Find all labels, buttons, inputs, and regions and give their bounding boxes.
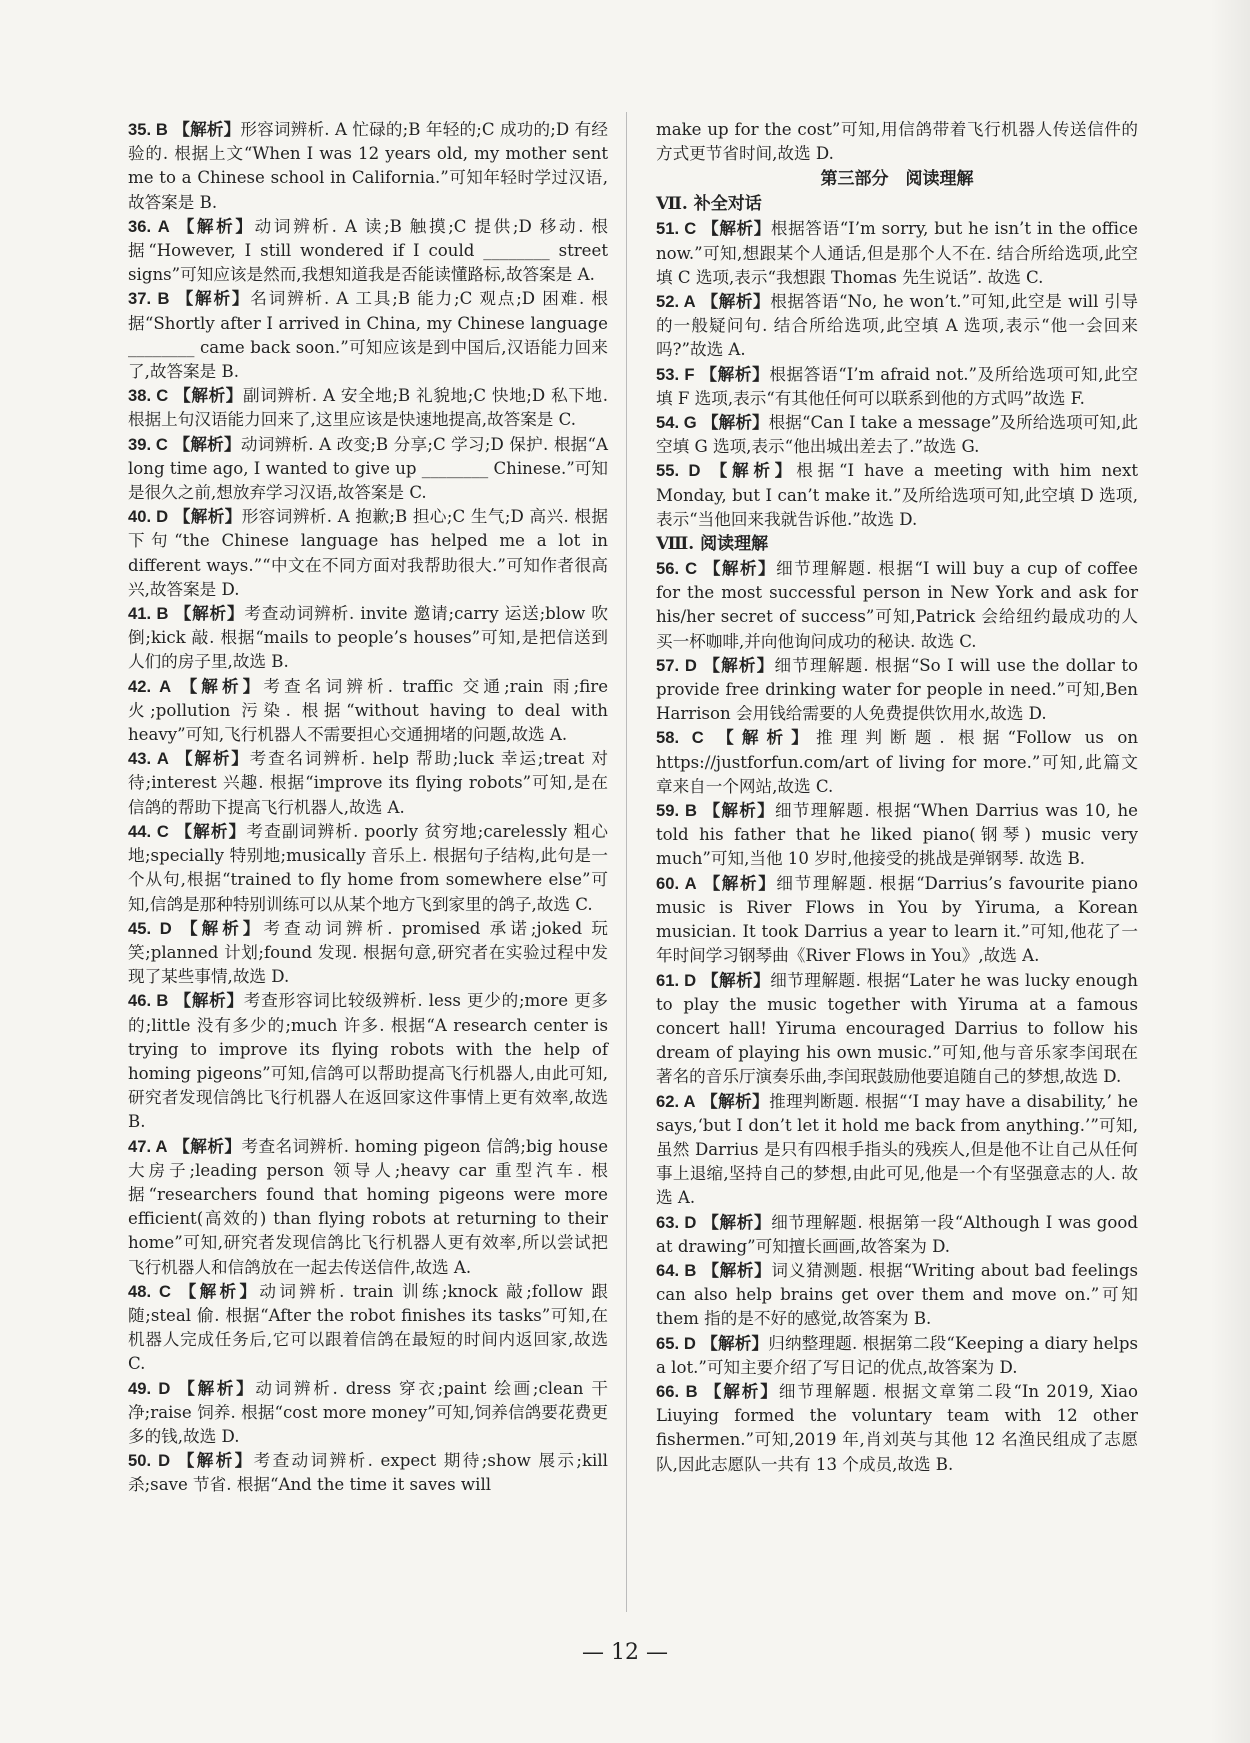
answer-item <box>128 433 608 506</box>
analysis-text: 归纳整理题. 根据第二段“Keeping a diary helps a lot.”可知主要介绍了写日记的优点,故答案为 D. <box>656 1333 1139 1377</box>
answer-number: 36. A <box>128 216 170 236</box>
column-divider <box>626 112 627 1612</box>
answer-item <box>656 557 1138 654</box>
analysis-tag: 【解析】 <box>173 434 241 454</box>
analysis-tag: 【解析】 <box>702 219 771 239</box>
answer-item <box>128 287 608 384</box>
analysis-tag: 【解析】 <box>710 461 797 481</box>
analysis-text: 细节理解题. 根据第一段“Although I was good at drawing”可知擅长画画,故答案为 D. <box>656 1212 1138 1256</box>
answer-item <box>656 1380 1138 1477</box>
analysis-text: 细节理解题. 根据“Later he was lucky enough to play the music together with Yiruma at a famous concert hall! Yiruma encouraged Darrius to follow his dream of playing his own music.”可知,他与音乐家李闰珉在著名的音乐厅演奏乐曲,李闰珉鼓励他要追随自己的梦想,故选 D. <box>656 970 1138 1087</box>
answer-item <box>656 363 1138 411</box>
analysis-tag: 【解析】 <box>174 991 244 1011</box>
analysis-tag: 【解析】 <box>702 1212 772 1232</box>
analysis-tag: 【解析】 <box>702 1260 772 1280</box>
section-heading: Ⅶ. 补全对话 <box>656 194 762 215</box>
analysis-text: 动词辨析. train 训练;knock 敲;follow 跟随;steal 偷. 根据“After the robot finishes its tasks”可知,在机器人完成任务后,它可以跟着信鸽在最短的时间内返回家,故选 C. <box>128 1281 608 1374</box>
answer-number: 62. A <box>656 1091 696 1111</box>
analysis-tag: 【解析】 <box>703 655 775 675</box>
analysis-text: 考查名词辨析. homing pigeon 信鸽;big house 大房子;leading person 领导人;heavy car 重型汽车. 根据“researchers found that homing pigeons were more efficient(高效的) than flying robots at returning to their home”可知,研究者发现信鸽比飞行机器人更有效率,所以尝试把飞行机器人和信鸽放在一起去传送信件,故选 A. <box>128 1136 609 1277</box>
analysis-text: 动词辨析. A 读;B 触摸;C 提供;D 移动. 根据“However, I still wondered if I could ________ street signs”可知应该是然而,我想知道我是否能读懂路标,故答案是 A. <box>128 216 609 285</box>
analysis-text: 词义猜测题. 根据“Writing about bad feelings can also help brains get over them and move on.”可知 them 指的是不好的感觉,故答案为 B. <box>656 1260 1138 1329</box>
answer-item <box>656 290 1138 363</box>
analysis-text: 考查动词辨析. promised 承诺;joked 玩笑;planned 计划;found 发现. 根据句意,研究者在实验过程中发现了某些事情,故选 D. <box>128 918 609 987</box>
answer-number: 51. C <box>656 219 697 239</box>
answer-number: 55. D <box>656 461 701 481</box>
analysis-tag: 【解析】 <box>177 216 255 236</box>
answer-number: 64. B <box>656 1260 697 1280</box>
answer-number: 50. D <box>128 1451 171 1471</box>
analysis-text: 副词辨析. A 安全地;B 礼貌地;C 快地;D 私下地. 根据上句汉语能力回来了,这里应该是快速地提高,故答案是 C. <box>128 386 609 430</box>
analysis-text: 细节理解题. 根据文章第二段“In 2019, Xiao Liuying formed the voluntary team with 12 other fishermen.”可知,2019 年,肖刘英与其他 12 名渔民组成了志愿队,因此志愿队一共有 13 个成员,故选 B. <box>656 1381 1139 1474</box>
answer-item <box>128 1135 608 1280</box>
analysis-tag: 【解析】 <box>703 801 776 821</box>
analysis-tag: 【解析】 <box>173 1136 242 1156</box>
analysis-text: 根据答语“I’m sorry, but he isn’t in the office now.”可知,想跟某个人通话,但是那个人不在. 结合所给选项,此空填 C 选项,表示“我想跟 Thomas 先生说话”. 故选 C. <box>656 219 1138 287</box>
answer-number: 39. C <box>128 434 168 454</box>
answer-number: 53. F <box>656 364 695 384</box>
analysis-tag: 【解析】 <box>703 873 777 893</box>
analysis-tag: 【解析】 <box>176 289 251 309</box>
analysis-tag: 【解析】 <box>704 1381 779 1401</box>
analysis-tag: 【解析】 <box>700 364 770 384</box>
answer-item <box>128 602 608 675</box>
answer-number: 41. B <box>128 604 169 624</box>
answer-number: 42. A <box>128 676 172 696</box>
answer-item <box>656 1211 1138 1259</box>
answer-number: 43. A <box>128 749 169 769</box>
analysis-text: 形容词辨析. A 忙碌的;B 年轻的;C 成功的;D 有经验的. 根据上文“When I was 12 years old, my mother sent me to a Chinese school in California.”可知年轻时学过汉语,故答案是 B. <box>128 120 608 212</box>
analysis-text: 动词辨析. dress 穿衣;paint 绘画;clean 干净;raise 饲养. 根据“cost more money”可知,饲养信鸽要花费更多的钱,故选 D. <box>128 1378 608 1446</box>
analysis-text: 根据答语“I’m afraid not.”及所给选项可知,此空填 F 选项,表示“有其他任何可以联系到他的方式吗”故选 F. <box>656 364 1138 408</box>
analysis-text: 推理判断题. 根据“Follow us on https://justforfun.com/art of living for more.”可知,此篇文章来自一个网站,故选 C. <box>656 728 1139 796</box>
answer-item <box>128 118 608 215</box>
analysis-tag: 【解析】 <box>701 1091 770 1111</box>
answer-number: 38. C <box>128 386 169 406</box>
answer-item <box>128 747 608 820</box>
answer-number: 49. D <box>128 1378 171 1398</box>
analysis-text: 动词辨析. A 改变;B 分享;C 学习;D 保护. 根据“A long time ago, I wanted to give up ________ Chinese.”可知是很久之前,想放弃学习汉语,故答案是 C. <box>128 434 608 503</box>
analysis-tag: 【解析】 <box>175 821 247 841</box>
analysis-tag: 【解析】 <box>179 1281 260 1301</box>
analysis-text: 考查名词辨析. traffic 交通;rain 雨;fire 火;pollution 污染. 根据“without having to deal with heavy”可知,飞行机器人不需要担心交通拥堵的问题,故选 A. <box>128 676 609 745</box>
analysis-text: 考查形容词比较级辨析. less 更少的;more 更多的;little 没有多少的;much 许多. 根据“A research center is trying to improve its flying robots with the help of homing pigeons”可知,信鸽可以帮助提高飞行机器人,由此可知,研究者发现信鸽比飞行机器人在返回家这件事情上更有效率,故选 B. <box>128 991 609 1132</box>
analysis-tag: 【解析】 <box>177 1451 254 1471</box>
answer-number: 44. C <box>128 821 169 841</box>
answer-number: 48. C <box>128 1281 172 1301</box>
answer-item <box>128 917 608 990</box>
analysis-text: 细节理解题. 根据“When Darrius was 10, he told his father that he liked piano(钢琴) music very much”可知,当他 10 岁时,他接受的挑战是弹钢琴. 故选 B. <box>656 801 1138 869</box>
answer-item <box>128 989 608 1134</box>
answer-item <box>656 1259 1138 1332</box>
answer-number: 66. B <box>656 1381 698 1401</box>
answer-number: 61. D <box>656 970 697 990</box>
continued-text: make up for the cost”可知,用信鸽带着飞行机器人传送信件的方式更节省时间,故选 D. <box>656 120 1138 164</box>
answer-number: 65. D <box>656 1333 696 1353</box>
answer-item <box>656 969 1138 1090</box>
answer-item <box>128 505 608 602</box>
answer-number: 47. A <box>128 1136 168 1156</box>
analysis-text: 根据“Can I take a message”及所给选项可知,此空填 G 选项,表示“他出城出差去了.”故选 G. <box>656 413 1138 457</box>
analysis-text: 形容词辨析. A 抱歉;B 担心;C 生气;D 高兴. 根据下句“the Chinese language has helped me a lot in different ways.”“中文在不同方面对我帮助很大.”可知作者很高兴,故答案是 D. <box>128 507 608 599</box>
page-number: — 12 — <box>582 1640 668 1665</box>
answer-number: 56. C <box>656 559 698 579</box>
analysis-text: 考查动词辨析. invite 邀请;carry 运送;blow 吹倒;kick 敲. 根据“mails to people’s houses”可知,是把信送到人们的房子里,故选 B. <box>128 604 608 672</box>
answer-item <box>128 1449 608 1497</box>
page-edge-shadow <box>1210 0 1250 1743</box>
analysis-text: 名词辨析. A 工具;B 能力;C 观点;D 困难. 根据“Shortly after I arrived in China, my Chinese language ________ came back soon.”可知应该是到中国后,汉语能力回来了,故答案是 B. <box>128 289 609 382</box>
answer-item <box>128 820 608 917</box>
analysis-tag: 【解析】 <box>174 604 245 624</box>
answer-number: 40. D <box>128 507 169 527</box>
analysis-tag: 【解析】 <box>701 970 771 990</box>
analysis-tag: 【解析】 <box>701 292 771 312</box>
analysis-text: 细节理解题. 根据“Darrius’s favourite piano music is River Flows in You by Yiruma, a Korean musician. It took Darrius a year to learn it.”可知,他花了一年时间学习钢琴曲《River Flows in You》,故选 A. <box>656 873 1139 966</box>
answer-number: 52. A <box>656 292 696 312</box>
answer-number: 37. B <box>128 289 170 309</box>
answer-item <box>656 459 1138 532</box>
analysis-text: 细节理解题. 根据“So I will use the dollar to provide free drinking water for people in need.”可知,Ben Harrison 会用钱给需要的人免费提供饮用水,故选 D. <box>656 655 1138 724</box>
analysis-text: 根据答语“No, he won’t.”可知,此空是 will 引导的一般疑问句. 结合所给选项,此空填 A 选项,表示“他一会回来吗?”故选 A. <box>656 292 1139 360</box>
analysis-tag: 【解析】 <box>173 507 242 527</box>
analysis-tag: 【解析】 <box>180 676 264 696</box>
analysis-tag: 【解析】 <box>717 728 816 748</box>
analysis-tag: 【解析】 <box>703 559 777 579</box>
section-title: 第三部分 阅读理解 <box>820 169 974 190</box>
answer-number: 60. A <box>656 873 697 893</box>
analysis-text: 根据“I have a meeting with him next Monday, but I can’t make it.”及所给选项可知,此空填 D 选项,表示“当他回来我就告诉他.”故选 D. <box>656 461 1139 529</box>
answer-item <box>128 675 608 748</box>
answer-number: 57. D <box>656 655 697 675</box>
analysis-tag: 【解析】 <box>181 918 264 938</box>
answer-item <box>656 411 1138 459</box>
answer-item <box>656 217 1138 290</box>
analysis-text: 推理判断题. 根据“‘I may have a disability,’ he says,‘but I don’t let it hold me back from anything.’”可知,虽然 Darrius 是只有四根手指头的残疾人,但是他不让自己从任何事上退缩,坚持自己的梦想,由此可见,他是一个有坚强意志的人. 故选 A. <box>656 1091 1139 1208</box>
answer-number: 58. C <box>656 728 704 748</box>
answer-number: 45. D <box>128 918 172 938</box>
answer-number: 59. B <box>656 801 697 821</box>
analysis-tag: 【解析】 <box>173 120 241 139</box>
answer-item <box>128 1377 608 1450</box>
answer-number: 54. G <box>656 413 697 433</box>
answer-item <box>128 384 608 432</box>
right-column <box>656 118 1138 1477</box>
answer-item <box>656 654 1138 727</box>
answer-item <box>656 1090 1138 1211</box>
answer-item <box>656 1332 1138 1380</box>
answer-number: 63. D <box>656 1212 697 1232</box>
answer-item <box>656 872 1138 969</box>
answer-item <box>128 1280 608 1377</box>
analysis-text: 细节理解题. 根据“I will buy a cup of coffee for the most successful person in New York and ask for his/her secret of success”可知,Patrick 会给纽约最成功的人买一杯咖啡,并向他询问成功的秘诀. 故选 C. <box>656 559 1138 651</box>
answer-item <box>128 215 608 288</box>
left-column <box>128 118 608 1498</box>
answer-item <box>656 726 1138 799</box>
analysis-tag: 【解析】 <box>174 386 243 406</box>
analysis-text: 考查名词辨析. help 帮助;luck 幸运;treat 对待;interest 兴趣. 根据“improve its flying robots”可知,是在信鸽的帮助下提高飞行机器人,故选 A. <box>128 749 609 817</box>
section-heading: Ⅷ. 阅读理解 <box>656 534 769 555</box>
answer-item <box>656 799 1138 872</box>
analysis-tag: 【解析】 <box>702 413 769 433</box>
analysis-tag: 【解析】 <box>701 1333 769 1353</box>
analysis-tag: 【解析】 <box>175 749 250 769</box>
analysis-text: 考查副词辨析. poorly 贫穷地;carelessly 粗心地;specially 特别地;musically 音乐上. 根据句子结构,此句是一个从句,根据“trained to fly home from somewhere else”可知,信鸽是那种特别训练可以从某个地方飞到家里的鸽子,故选 C. <box>128 821 609 914</box>
analysis-text: 考查动词辨析. expect 期待;show 展示;kill 杀;save 节省. 根据“And the time it saves will <box>128 1451 608 1495</box>
answer-number: 46. B <box>128 991 169 1011</box>
answer-number: 35. B <box>128 120 168 139</box>
analysis-tag: 【解析】 <box>178 1378 256 1398</box>
